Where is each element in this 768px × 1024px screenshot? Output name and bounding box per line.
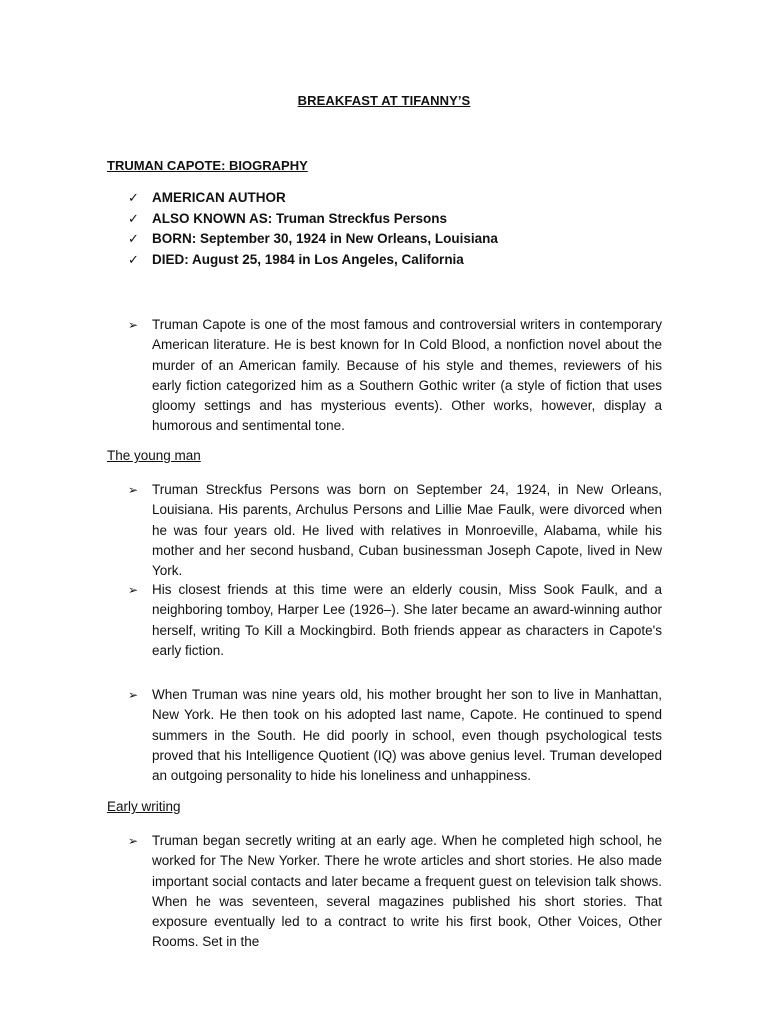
young-man-paragraph-1 — [128, 480, 662, 581]
intro-paragraph — [128, 315, 662, 437]
early-writing-paragraph — [128, 831, 662, 953]
paragraph-text: Truman began secretly writing at an early age. When he completed high school, he worked for The New Yorker. There he wrote articles and short stories. He also made important social contacts and later became a frequent guest on television talk shows. When he was seventeen, several magazines published his short stories. That exposure eventually led to a contract to write his first book, Other Voices, Other Rooms. Set in the — [152, 833, 662, 950]
check-icon: ✓ — [128, 190, 139, 205]
early-writing-heading: Early writing — [107, 799, 181, 814]
arrow-bullet-icon: ➢ — [128, 834, 139, 848]
fact-item — [128, 250, 498, 271]
young-man-paragraph-2 — [128, 580, 662, 661]
fact-text: BORN: September 30, 1924 in New Orleans, Louisiana — [152, 231, 498, 246]
arrow-bullet-icon: ➢ — [128, 688, 139, 702]
fact-text: ALSO KNOWN AS: Truman Streckfus Persons — [152, 210, 448, 226]
check-icon: ✓ — [128, 251, 139, 267]
fact-text: DIED: August 25, 1984 in Los Angeles, California — [152, 251, 464, 267]
fact-item — [128, 229, 498, 250]
paragraph-text: His closest friends at this time were an elderly cousin, Miss Sook Faulk, and a neighboring tomboy, Harper Lee (1926–). She later became an award-winning author herself, writing To Kill a Mockingbird. Both friends appear as characters in Capote's early fiction. — [152, 582, 662, 658]
young-man-paragraph-3 — [128, 685, 662, 786]
fact-item — [128, 188, 498, 209]
arrow-bullet-icon: ➢ — [128, 318, 139, 332]
check-icon: ✓ — [128, 210, 139, 226]
check-icon: ✓ — [128, 231, 139, 246]
paragraph-text: Truman Capote is one of the most famous and controversial writers in contemporary American literature. He is best known for In Cold Blood, a nonfiction novel about the murder of an American family. Because of his style and themes, reviewers of his early fiction categorized him as a Southern Gothic writer (a style of fiction that uses gloomy settings and has mysterious events). Other works, however, display a humorous and sentimental tone. — [152, 317, 662, 434]
young-man-heading: The young man — [107, 448, 201, 463]
document-title: BREAKFAST AT TIFANNY’S — [297, 93, 471, 108]
biography-heading: TRUMAN CAPOTE: BIOGRAPHY — [107, 158, 308, 173]
arrow-bullet-icon: ➢ — [128, 583, 139, 597]
biography-facts-list — [128, 188, 498, 270]
paragraph-text: Truman Streckfus Persons was born on September 24, 1924, in New Orleans, Louisiana. His parents, Archulus Persons and Lillie Mae Faulk, were divorced when he was four years old. He lived with relatives in Monroeville, Alabama, while his mother and her second husband, Cuban businessman Joseph Capote, lived in New York. — [152, 482, 662, 579]
arrow-bullet-icon: ➢ — [128, 483, 139, 497]
fact-text: AMERICAN AUTHOR — [152, 190, 286, 205]
paragraph-text: When Truman was nine years old, his mother brought her son to live in Manhattan, New York. He then took on his adopted last name, Capote. He continued to spend summers in the South. He did poorly in school, even though psychological tests proved that his Intelligence Quotient (IQ) was above genius level. Truman developed an outgoing personality to hide his loneliness and unhappiness. — [152, 687, 662, 784]
fact-item — [128, 209, 498, 230]
